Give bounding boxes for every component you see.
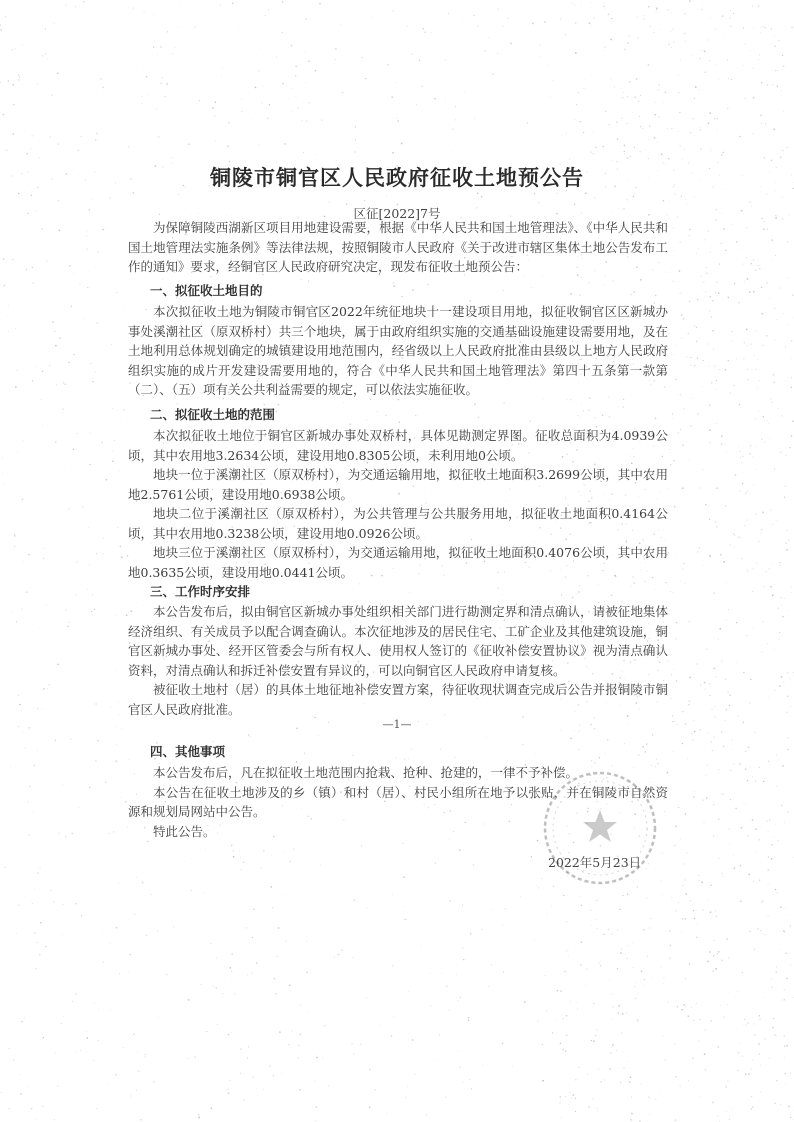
document-title: 铜陵市铜官区人民政府征收土地预公告 [210,165,584,190]
section-3-paragraph-1: 本公告发布后，拟由铜官区新城办事处组织相关部门进行勘测定界和清点确认，请被征地集体经济组织、有关成员予以配合调查确认。本次征地涉及的居民住宅、工矿企业及其他建筑设施，铜官区新城办事处、经开区管委会与所有权人、使用权人签订的《征收补偿安置协议》视为清点确认资料，对清点确认和拆迁补偿安置有异议的，可以向铜官区人民政府申请复核。 [128,604,668,678]
section-3-paragraph-2: 被征收土地村（居）的具体土地征地补偿安置方案，待征收现状调查完成后公告并报铜陵市铜官区人民政府批准。 [128,682,668,717]
section-1-body [128,302,668,400]
section-2-heading: 二、拟征收土地的范围 [150,407,276,422]
section-3-body [128,602,668,719]
section-4-heading: 四、其他事项 [150,744,226,759]
section-3-heading: 三、工作时序安排 [150,584,251,599]
section-4-paragraph-1: 本公告发布后，凡在拟征收土地范围内抢栽、抢种、抢建的，一律不予补偿。 [153,765,579,780]
section-2-paragraph-2: 地块一位于溪潮社区（原双桥村），为交通运输用地，拟征收土地面积3.2699公顷，其中农用地2.5761公顷，建设用地0.6938公顷。 [128,467,668,502]
signature-date: 2022年5月23日 [548,855,642,870]
section-4-paragraph-3: 特此公告。 [153,823,216,839]
section-2-paragraph-4: 地块三位于溪潮社区（原双桥村），为交通运输用地，拟征收土地面积0.4076公顷，其中农用地0.3635公顷，建设用地0.0441公顷。 [128,545,668,580]
document-number: 区征[2022]7号 [353,206,441,221]
section-4-paragraph-2: 本公告在征收土地涉及的乡（镇）和村（居）、村民小组所在地予以张贴，并在铜陵市自然资源和规划局网站中公告。 [128,784,668,819]
section-2-paragraph-1: 本次拟征收土地位于铜官区新城办事处双桥村，具体见勘测定界图。征收总面积为4.0939公顷，其中农用地3.2634公顷，建设用地0.8305公顷，未利用地0公顷。 [128,428,668,463]
intro-paragraph [128,218,668,277]
intro-text: 为保障铜陵西湖新区项目用地建设需要，根据《中华人民共和国土地管理法》、《中华人民共和国土地管理法实施条例》等法律法规，按照铜陵市人民政府《关于改进市辖区集体土地公告发布工作的通知》要求，经铜官区人民政府研究决定，现发布征收土地预公告： [128,220,668,274]
page-number: —1— [382,718,412,731]
section-1-heading: 一、拟征收土地目的 [150,283,263,298]
section-2-body [128,426,668,582]
section-2-paragraph-3: 地块二位于溪潮社区（原双桥村），为公共管理与公共服务用地，拟征收土地面积0.4164公顷，其中农用地0.3238公顷，建设用地0.0926公顷。 [128,506,668,541]
section-1-paragraph-1: 本次拟征收土地为铜陵市铜官区2022年统征地块十一建设项目用地，拟征收铜官区区新城办事处溪潮社区（原双桥村）共三个地块，属于由政府组织实施的交通基础设施建设需要用地，及在土地利用总体规划确定的城镇建设用地范围内，经省级以上人民政府批准由县级以上地方人民政府组织实施的成片开发建设需要用地的，符合《中华人民共和国土地管理法》第四十五条第一款第（二）、（五）项有关公共利益需要的规定，可以依法实施征收。 [128,304,668,397]
